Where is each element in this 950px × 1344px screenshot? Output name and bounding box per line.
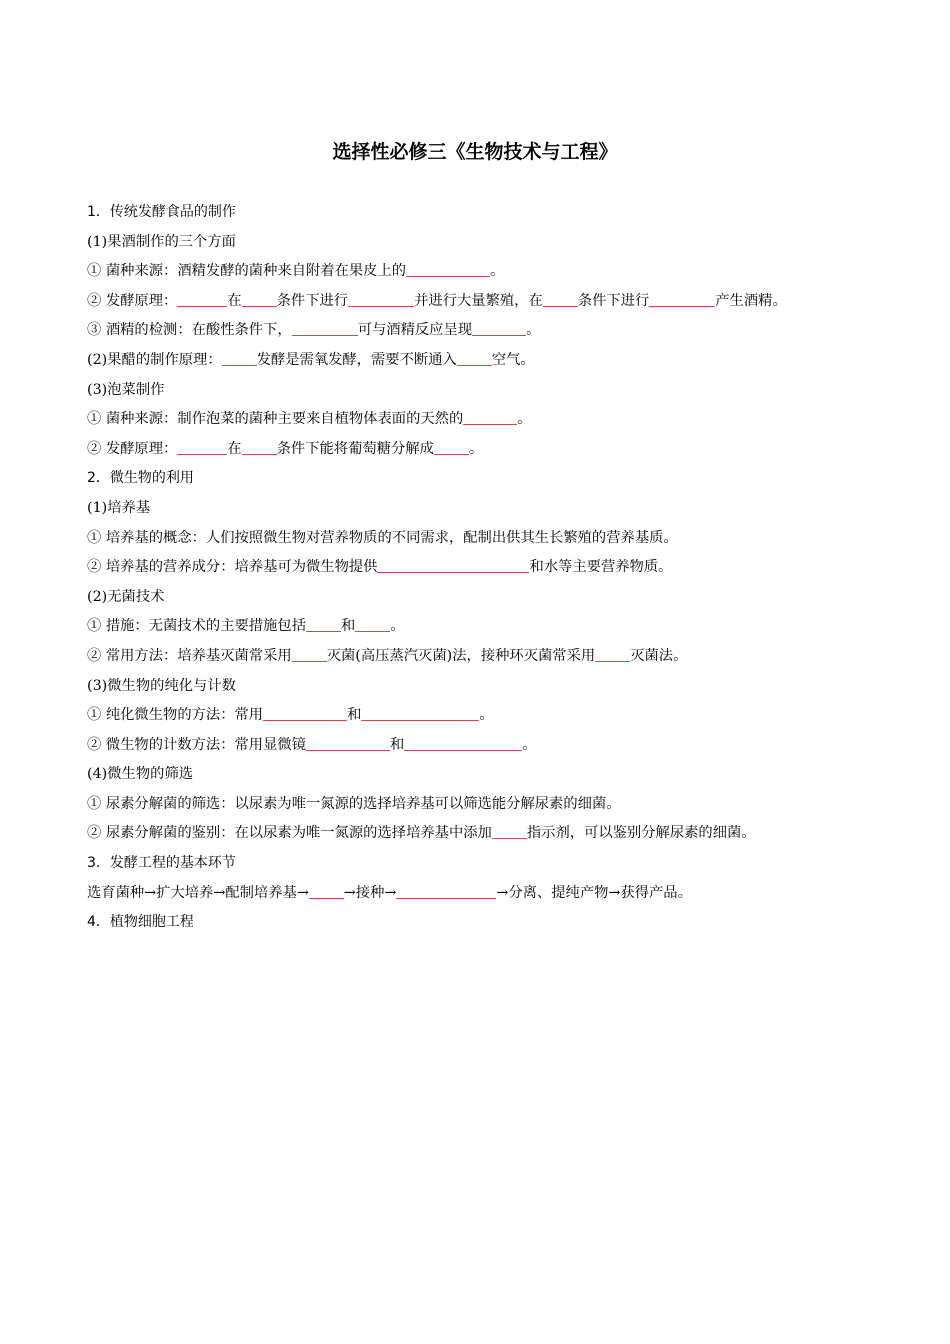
fill-blank[interactable] — [377, 554, 529, 573]
text-line: ② 发酵原理： 在 条件下进行 并进行大量繁殖，在 条件下进行 产生酒精。 — [87, 287, 887, 317]
fill-blank[interactable] — [177, 288, 227, 307]
fill-blank[interactable] — [463, 406, 517, 425]
text-line: (1)果酒制作的三个方面 — [87, 233, 236, 250]
document-body — [87, 198, 887, 938]
fill-blank[interactable] — [492, 820, 527, 839]
text-line: ② 培养基的营养成分：培养基可为微生物提供 和水等主要营养物质。 — [87, 553, 887, 583]
fill-blank[interactable] — [543, 288, 578, 307]
text-line: ② 常用方法：培养基灭菌常采用 灭菌(高压蒸汽灭菌)法，接种环灭菌常采用 灭菌法。 — [87, 642, 887, 672]
fill-blank[interactable] — [309, 880, 344, 899]
fill-blank[interactable] — [434, 436, 469, 455]
fill-blank[interactable] — [292, 643, 327, 662]
fill-blank[interactable] — [222, 347, 257, 366]
fill-blank[interactable] — [595, 643, 630, 662]
text-line: ① 培养基的概念：人们按照微生物对营养物质的不同需求，配制出供其生长繁殖的营养基质。 — [87, 529, 678, 546]
section-heading-4: 4．植物细胞工程 — [87, 914, 194, 931]
fill-blank[interactable] — [306, 613, 341, 632]
text-line: (2)果醋的制作原理： 发酵是需氧发酵，需要不断通入 空气。 — [87, 346, 887, 376]
fill-blank[interactable] — [355, 613, 390, 632]
text-line: ② 尿素分解菌的鉴别：在以尿素为唯一氮源的选择培养基中添加 指示剂，可以鉴别分解尿素的细菌。 — [87, 819, 887, 849]
fill-blank[interactable] — [396, 880, 496, 899]
fill-blank[interactable] — [306, 732, 390, 751]
fill-blank[interactable] — [406, 258, 490, 277]
text-line: (2)无菌技术 — [87, 588, 165, 605]
section-heading-2: 2．微生物的利用 — [87, 470, 194, 487]
fill-blank[interactable] — [292, 317, 358, 336]
text-line: ② 微生物的计数方法：常用显微镜 和 。 — [87, 731, 887, 761]
fill-blank[interactable] — [177, 436, 227, 455]
text-line: ① 措施：无菌技术的主要措施包括 和 。 — [87, 612, 887, 642]
fill-blank[interactable] — [649, 288, 715, 307]
fill-blank[interactable] — [472, 317, 526, 336]
section-heading-3: 3．发酵工程的基本环节 — [87, 855, 236, 872]
text-line: ① 纯化微生物的方法：常用 和 。 — [87, 701, 887, 731]
fill-blank[interactable] — [263, 702, 347, 721]
text-line: ① 尿素分解菌的筛选：以尿素为唯一氮源的选择培养基可以筛选能分解尿素的细菌。 — [87, 795, 621, 812]
fill-blank[interactable] — [404, 732, 522, 751]
page-title: 选择性必修三《生物技术与工程》 — [332, 141, 618, 163]
fill-blank[interactable] — [361, 702, 479, 721]
fill-blank[interactable] — [348, 288, 414, 307]
text-line: (3)泡菜制作 — [87, 381, 165, 398]
fill-blank[interactable] — [242, 436, 277, 455]
section-heading-1: 1．传统发酵食品的制作 — [87, 204, 236, 220]
fill-blank[interactable] — [457, 347, 492, 366]
text-line: (1)培养基 — [87, 499, 151, 516]
text-line: ② 发酵原理： 在 条件下能将葡萄糖分解成 。 — [87, 435, 887, 465]
text-line: 选育菌种→扩大培养→配制培养基→ →接种→ →分离、提纯产物→获得产品。 — [87, 879, 887, 909]
text-line: ① 菌种来源：酒精发酵的菌种来自附着在果皮上的 。 — [87, 257, 887, 287]
text-line: ③ 酒精的检测：在酸性条件下， 可与酒精反应呈现 。 — [87, 316, 887, 346]
text-line: (4)微生物的筛选 — [87, 766, 194, 783]
fill-blank[interactable] — [242, 288, 277, 307]
text-line: (3)微生物的纯化与计数 — [87, 677, 236, 694]
text-line: ① 菌种来源：制作泡菜的菌种主要来自植物体表面的天然的 。 — [87, 405, 887, 435]
